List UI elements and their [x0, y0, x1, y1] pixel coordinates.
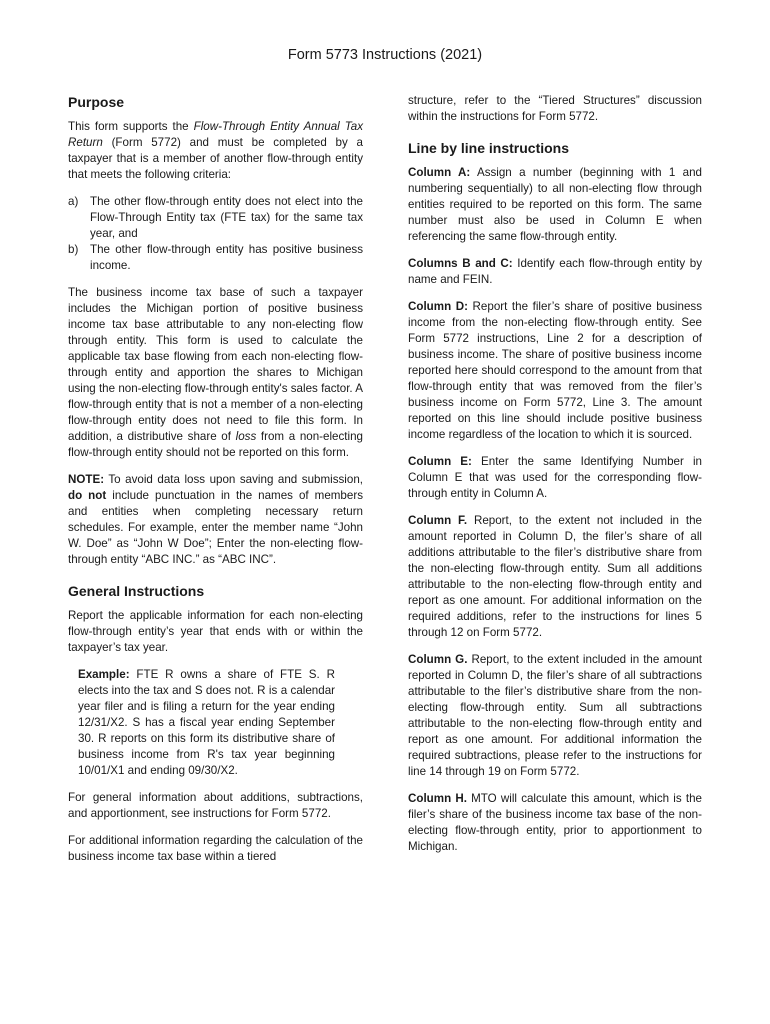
column-h-paragraph: Column H. MTO will calculate this amount, which is the filer’s share of the business income tax base of the non-electing flow-through entity, prior to apportionment to Michigan. [408, 792, 702, 853]
general-paragraph: Report the applicable information for each non-electing flow-through entity’s year that ends with or within the taxpayer’s tax year. [68, 609, 363, 654]
purpose-intro: This form supports the Flow-Through Entity Annual Tax Return (Form 5772) and must be completed by a taxpayer that is a member of another flow-through entity that meets the following criteria: [68, 120, 363, 181]
column-a-paragraph: Column A: Assign a number (beginning with 1 and numbering sequentially) to all non-electing flow through entities required to be reported on this form. The same number must also be used in Column E when referencing the same flow-through entity. [408, 166, 702, 243]
left-column [68, 93, 363, 876]
purpose-heading: Purpose [68, 94, 125, 110]
list-item: b) The other flow-through entity has positive business income. [68, 243, 363, 272]
right-column [408, 93, 702, 866]
column-g-paragraph: Column G. Report, to the extent included in the amount reported in Column D, the filer’s share of all subtractions attributable to the filer’s distributive share from the non-electing flow-through entity. Sum all subtractions attributable to the non-electing flow-through entity and report as one amount. For additional information the required subtractions, please refer to the instructions for line 14 through 19 on Form 5772. [408, 653, 703, 778]
continuation-paragraph: structure, refer to the “Tiered Structures” discussion within the instructions for Form 5772. [408, 94, 702, 123]
page-title: Form 5773 Instructions (2021) [287, 47, 483, 63]
purpose-tax-base-paragraph: The business income tax base of such a taxpayer includes the Michigan portion of positive business income tax base attributable to any non-electing flow through entity. This form is used to calculate the applicable tax base flowing from each non-electing flow-through entity and apportion the shares to Michigan using the non-electing flow-through entity's sales factor. A flow-through entity that is not a member of a non-electing flow-through entity does not need to file this form. In addition, a distributive share of loss from a non-electing flow-through entity should not be reported on this form. [68, 286, 363, 459]
general-paragraph-3: For additional information regarding the calculation of the business income tax base within a tiered [68, 834, 363, 863]
line-by-line-heading: Line by line instructions [408, 140, 570, 156]
column-d-paragraph: Column D: Report the filer’s share of positive business income from the non-electing flow-through entity. See Form 5772 instructions, Line 2 for a description of business income. The share of positive business income reported here should correspond to the amount from that flow-through entity that was removed from the filer’s business income on Form 5772, Line 3. The amount reported on this line should include positive business income regardless of the location to which it is sourced. [408, 300, 702, 441]
list-item: a) The other flow-through entity does not elect into the Flow-Through Entity tax (FTE tax) for the same tax year, and [68, 195, 363, 240]
general-paragraph-2: For general information about additions, subtractions, and apportionment, see instructions for Form 5772. [68, 791, 363, 820]
example-block: Example: FTE R owns a share of FTE S. R elects into the tax and S does not. R is a calendar year filer and is filing a return for the year ending 12/31/X2. S has a fiscal year ending September 30. R reports on this form its distributive share of business income from R's tax year beginning 10/01/X1 and ending 09/30/X2. [78, 668, 335, 777]
note-paragraph: NOTE: To avoid data loss upon saving and submission, do not include punctuation in the names of members and entities when completing necessary return schedules. For example, enter the member name “John W. Doe” as “John W Doe”; Enter the non-electing flow-through entity “ABC INC.” as “ABC INC”. [68, 473, 363, 566]
column-b-c-paragraph: Columns B and C: Identify each flow-through entity by name and FEIN. [408, 257, 702, 286]
general-instructions-heading: General Instructions [68, 583, 205, 599]
column-f-paragraph: Column F. Report, to the extent not included in the amount reported in Column D, the filer’s share of all additions attributable to the filer’s distributive share from the non-electing flow-through entity. Sum all additions attributable to the non-electing flow-through entity and report as one amount. For additional information on the required additions, refer to the instructions for lines 5 through 12 on Form 5772. [408, 514, 702, 639]
column-e-paragraph: Column E: Enter the same Identifying Number in Column E that was used for the corresponding flow-through entity in Column A. [408, 455, 702, 500]
criteria-list [68, 194, 363, 274]
